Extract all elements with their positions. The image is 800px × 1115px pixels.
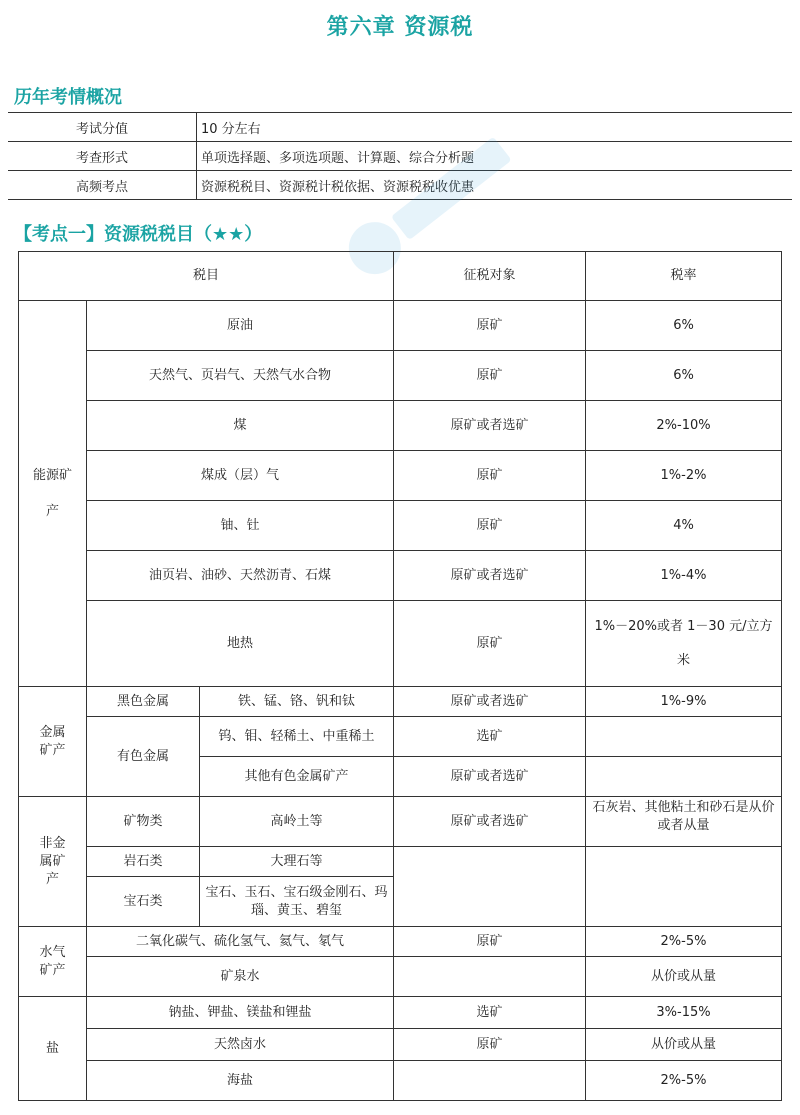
category-nonmetal: 非金属矿产 — [39, 835, 66, 887]
object-cell: 选矿 — [394, 717, 586, 757]
object-cell — [394, 957, 586, 997]
table-row — [19, 957, 782, 997]
item-cell: 海盐 — [87, 1061, 394, 1101]
item-cell: 天然卤水 — [87, 1029, 394, 1061]
subcategory-cell: 矿物类 — [87, 797, 200, 847]
object-cell — [394, 847, 586, 927]
rate-cell: 2%-5% — [586, 927, 782, 957]
table-row — [8, 142, 792, 171]
table-row — [8, 171, 792, 200]
header-object: 征税对象 — [394, 252, 586, 301]
category-cell — [19, 927, 87, 997]
item-cell: 钠盐、钾盐、镁盐和锂盐 — [87, 997, 394, 1029]
table-row — [19, 847, 782, 877]
item-cell: 其他有色金属矿产 — [200, 757, 394, 797]
header-item: 税目 — [19, 252, 394, 301]
subcategory-cell: 宝石类 — [87, 877, 200, 927]
table-row — [19, 717, 782, 757]
rate-cell: 从价或从量 — [586, 1029, 782, 1061]
table-row — [19, 301, 782, 351]
item-cell: 原油 — [87, 301, 394, 351]
section-title-tax-items: 【考点一】资源税税目（★★） — [14, 224, 263, 245]
item-cell: 二氧化碳气、硫化氢气、氦气、氡气 — [87, 927, 394, 957]
object-cell: 原矿 — [394, 1029, 586, 1061]
object-cell: 原矿或者选矿 — [394, 797, 586, 847]
subcategory-cell: 黑色金属 — [87, 687, 200, 717]
overview-value: 资源税税目、资源税计税依据、资源税税收优惠 — [197, 171, 793, 200]
overview-key: 考查形式 — [8, 142, 197, 171]
table-row — [19, 451, 782, 501]
table-row — [19, 401, 782, 451]
item-cell: 大理石等 — [200, 847, 394, 877]
rate-cell: 2%-5% — [586, 1061, 782, 1101]
item-cell: 钨、钼、轻稀土、中重稀土 — [200, 717, 394, 757]
category-cell — [19, 687, 87, 797]
item-cell: 铁、锰、铬、钒和钛 — [200, 687, 394, 717]
overview-key: 考试分值 — [8, 113, 197, 142]
overview-value: 10 分左右 — [197, 113, 793, 142]
category-salt: 盐 — [45, 1040, 59, 1056]
item-cell: 高岭土等 — [200, 797, 394, 847]
subcategory-cell: 岩石类 — [87, 847, 200, 877]
header-rate: 税率 — [586, 252, 782, 301]
object-cell: 原矿 — [394, 301, 586, 351]
rate-cell: 1%-2% — [586, 451, 782, 501]
table-row — [19, 927, 782, 957]
table-row — [19, 1061, 782, 1101]
rate-cell: 从价或从量 — [586, 957, 782, 997]
category-energy: 能源矿产 — [32, 467, 72, 519]
item-cell: 煤成（层）气 — [87, 451, 394, 501]
overview-key: 高频考点 — [8, 171, 197, 200]
rate-cell: 6% — [586, 351, 782, 401]
rate-cell: 2%-10% — [586, 401, 782, 451]
table-row — [19, 797, 782, 847]
item-cell: 油页岩、油砂、天然沥青、石煤 — [87, 551, 394, 601]
category-metal: 金属矿产 — [39, 724, 66, 758]
table-row — [19, 997, 782, 1029]
rate-cell: 1%-4% — [586, 551, 782, 601]
subcategory-cell: 有色金属 — [87, 717, 200, 797]
rate-cell: 石灰岩、其他粘土和砂石是从价或者从量 — [586, 797, 782, 847]
rate-cell: 1%－20%或者 1－30 元/立方米 — [586, 601, 782, 687]
item-cell: 铀、钍 — [87, 501, 394, 551]
table-row — [19, 501, 782, 551]
rate-cell — [586, 847, 782, 927]
rate-cell — [586, 757, 782, 797]
category-cell — [19, 301, 87, 687]
object-cell: 选矿 — [394, 997, 586, 1029]
table-row — [19, 351, 782, 401]
item-cell: 矿泉水 — [87, 957, 394, 997]
object-cell: 原矿或者选矿 — [394, 687, 586, 717]
page-title: 第六章 资源税 — [326, 15, 474, 40]
object-cell: 原矿或者选矿 — [394, 551, 586, 601]
rate-cell: 3%-15% — [586, 997, 782, 1029]
object-cell: 原矿 — [394, 927, 586, 957]
item-cell: 宝石、玉石、宝石级金刚石、玛瑙、黄玉、碧玺 — [200, 877, 394, 927]
table-row — [19, 1029, 782, 1061]
section-title-overview: 历年考情概况 — [14, 87, 122, 108]
rate-cell: 6% — [586, 301, 782, 351]
rate-cell: 4% — [586, 501, 782, 551]
item-cell: 地热 — [87, 601, 394, 687]
category-cell — [19, 797, 87, 927]
rate-cell: 1%-9% — [586, 687, 782, 717]
category-water-gas: 水气矿产 — [39, 944, 66, 978]
object-cell: 原矿或者选矿 — [394, 757, 586, 797]
table-row — [19, 687, 782, 717]
object-cell: 原矿 — [394, 451, 586, 501]
item-cell: 煤 — [87, 401, 394, 451]
item-cell: 天然气、页岩气、天然气水合物 — [87, 351, 394, 401]
object-cell: 原矿或者选矿 — [394, 401, 586, 451]
object-cell: 原矿 — [394, 351, 586, 401]
object-cell: 原矿 — [394, 601, 586, 687]
overview-table — [8, 112, 792, 200]
tax-items-table — [18, 251, 782, 1101]
table-row — [8, 113, 792, 142]
rate-cell — [586, 717, 782, 757]
table-row — [19, 551, 782, 601]
object-cell: 原矿 — [394, 501, 586, 551]
overview-value: 单项选择题、多项选项题、计算题、综合分析题 — [197, 142, 793, 171]
table-header-row — [19, 252, 782, 301]
category-cell — [19, 997, 87, 1101]
table-row — [19, 601, 782, 687]
object-cell — [394, 1061, 586, 1101]
